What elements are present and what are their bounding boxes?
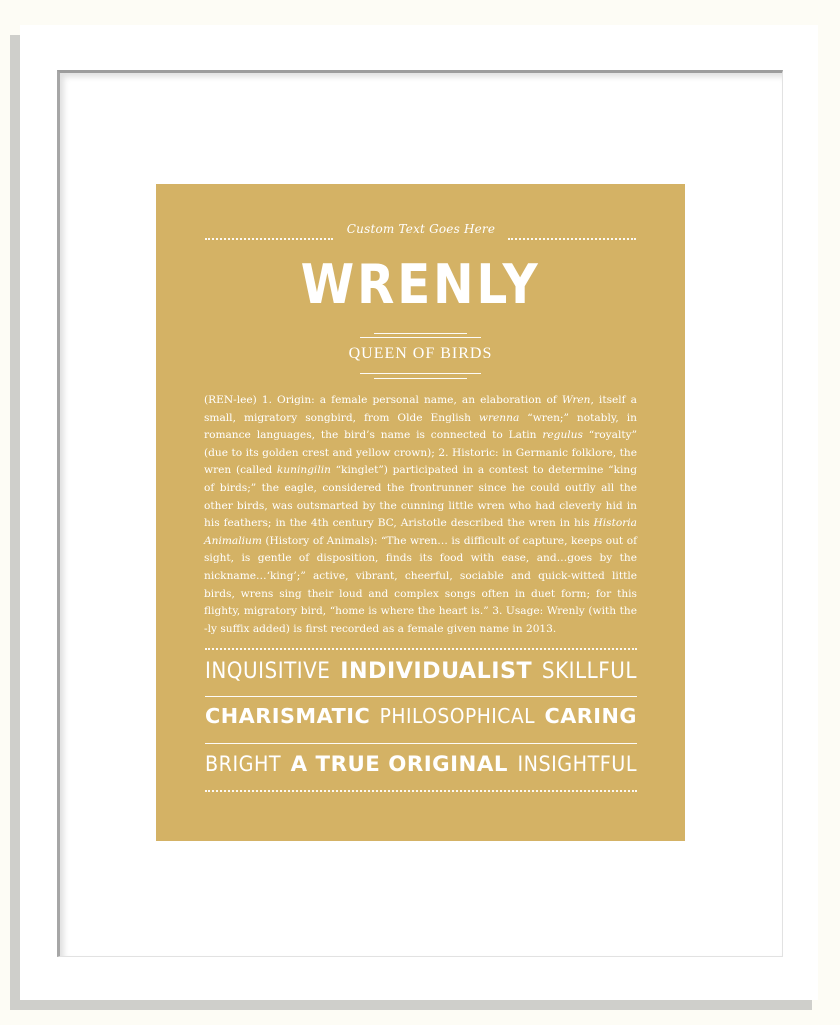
trait-word: CARING [544,704,637,728]
name-subtitle: QUEEN OF BIRDS [348,345,493,362]
definition-text: “wren;” notably, in romance languages, the bird’s name is connected to Latin [204,411,637,442]
custom-text: Custom Text Goes Here [346,222,496,236]
definition-italic-term: kuningilin [276,464,331,477]
definition-text: “royalty” (due to its golden crest and yellow crown); 2. Historic: in Germanic folklore, the wren (called [204,429,637,477]
definition-text: “kinglet”) participated in a contest to determine “king of birds;” the eagle, considered the frontrunner since he could outfly all the other birds, was outsmarted by the cunning little wren who had cleverly hid in his feathers; in the 4th century BC, Aristotle described the wren in his [204,464,637,530]
trait-word: PHILOSOPHICAL [379,704,536,728]
traits-bottom-dotted-divider [205,790,637,792]
trait-row-rule-1 [205,696,637,697]
title-rule-upper [374,333,467,334]
trait-row-1 [205,658,637,684]
name-definition [204,392,637,638]
title-rule-lower [360,337,481,338]
subtitle-rule-lower [374,378,467,379]
definition-italic-term: Wren [561,394,591,406]
name-print [156,184,685,841]
name-title: WRENLY [300,253,541,316]
trait-row-3 [205,752,637,777]
top-left-dotted-divider [205,238,333,240]
trait-word: CHARISMATIC [205,704,371,728]
trait-word: BRIGHT [205,752,282,777]
trait-row-rule-2 [205,743,637,744]
trait-word: INSIGHTFUL [517,752,637,777]
definition-text: (History of Animals): “The wren… is difficult of capture, keeps out of sight, is gentle of disposition, finds its food with ease, and…goes by the nickname…‘king’;” active, vibrant, cheerful, sociable and quick-witted little birds, wrens sing their loud and complex songs often in duet form; for this flighty, migratory bird, “home is where the heart is.” 3. Usage: Wrenly (with the -ly suffix added) is first recorded as a female given name in 2013. [204,534,637,635]
definition-italic-term: regulus [542,429,583,442]
trait-word: INDIVIDUALIST [340,658,533,684]
definition-italic-term: wrenna [478,411,520,424]
definition-italic-term: Historia Animalium [204,517,637,547]
trait-word: SKILLFUL [541,658,637,684]
trait-row-2 [205,704,637,728]
top-right-dotted-divider [508,238,636,240]
trait-word: A TRUE ORIGINAL [290,752,508,777]
frame-shadow-bottom [10,1000,812,1010]
definition-text: , itself a small, migratory songbird, from Olde English [204,394,637,424]
subtitle-rule-upper [360,373,481,374]
definition-text: (REN-lee) 1. Origin: a female personal name, an elaboration of [204,394,562,406]
traits-top-dotted-divider [205,648,637,650]
trait-word: INQUISITIVE [205,658,331,684]
